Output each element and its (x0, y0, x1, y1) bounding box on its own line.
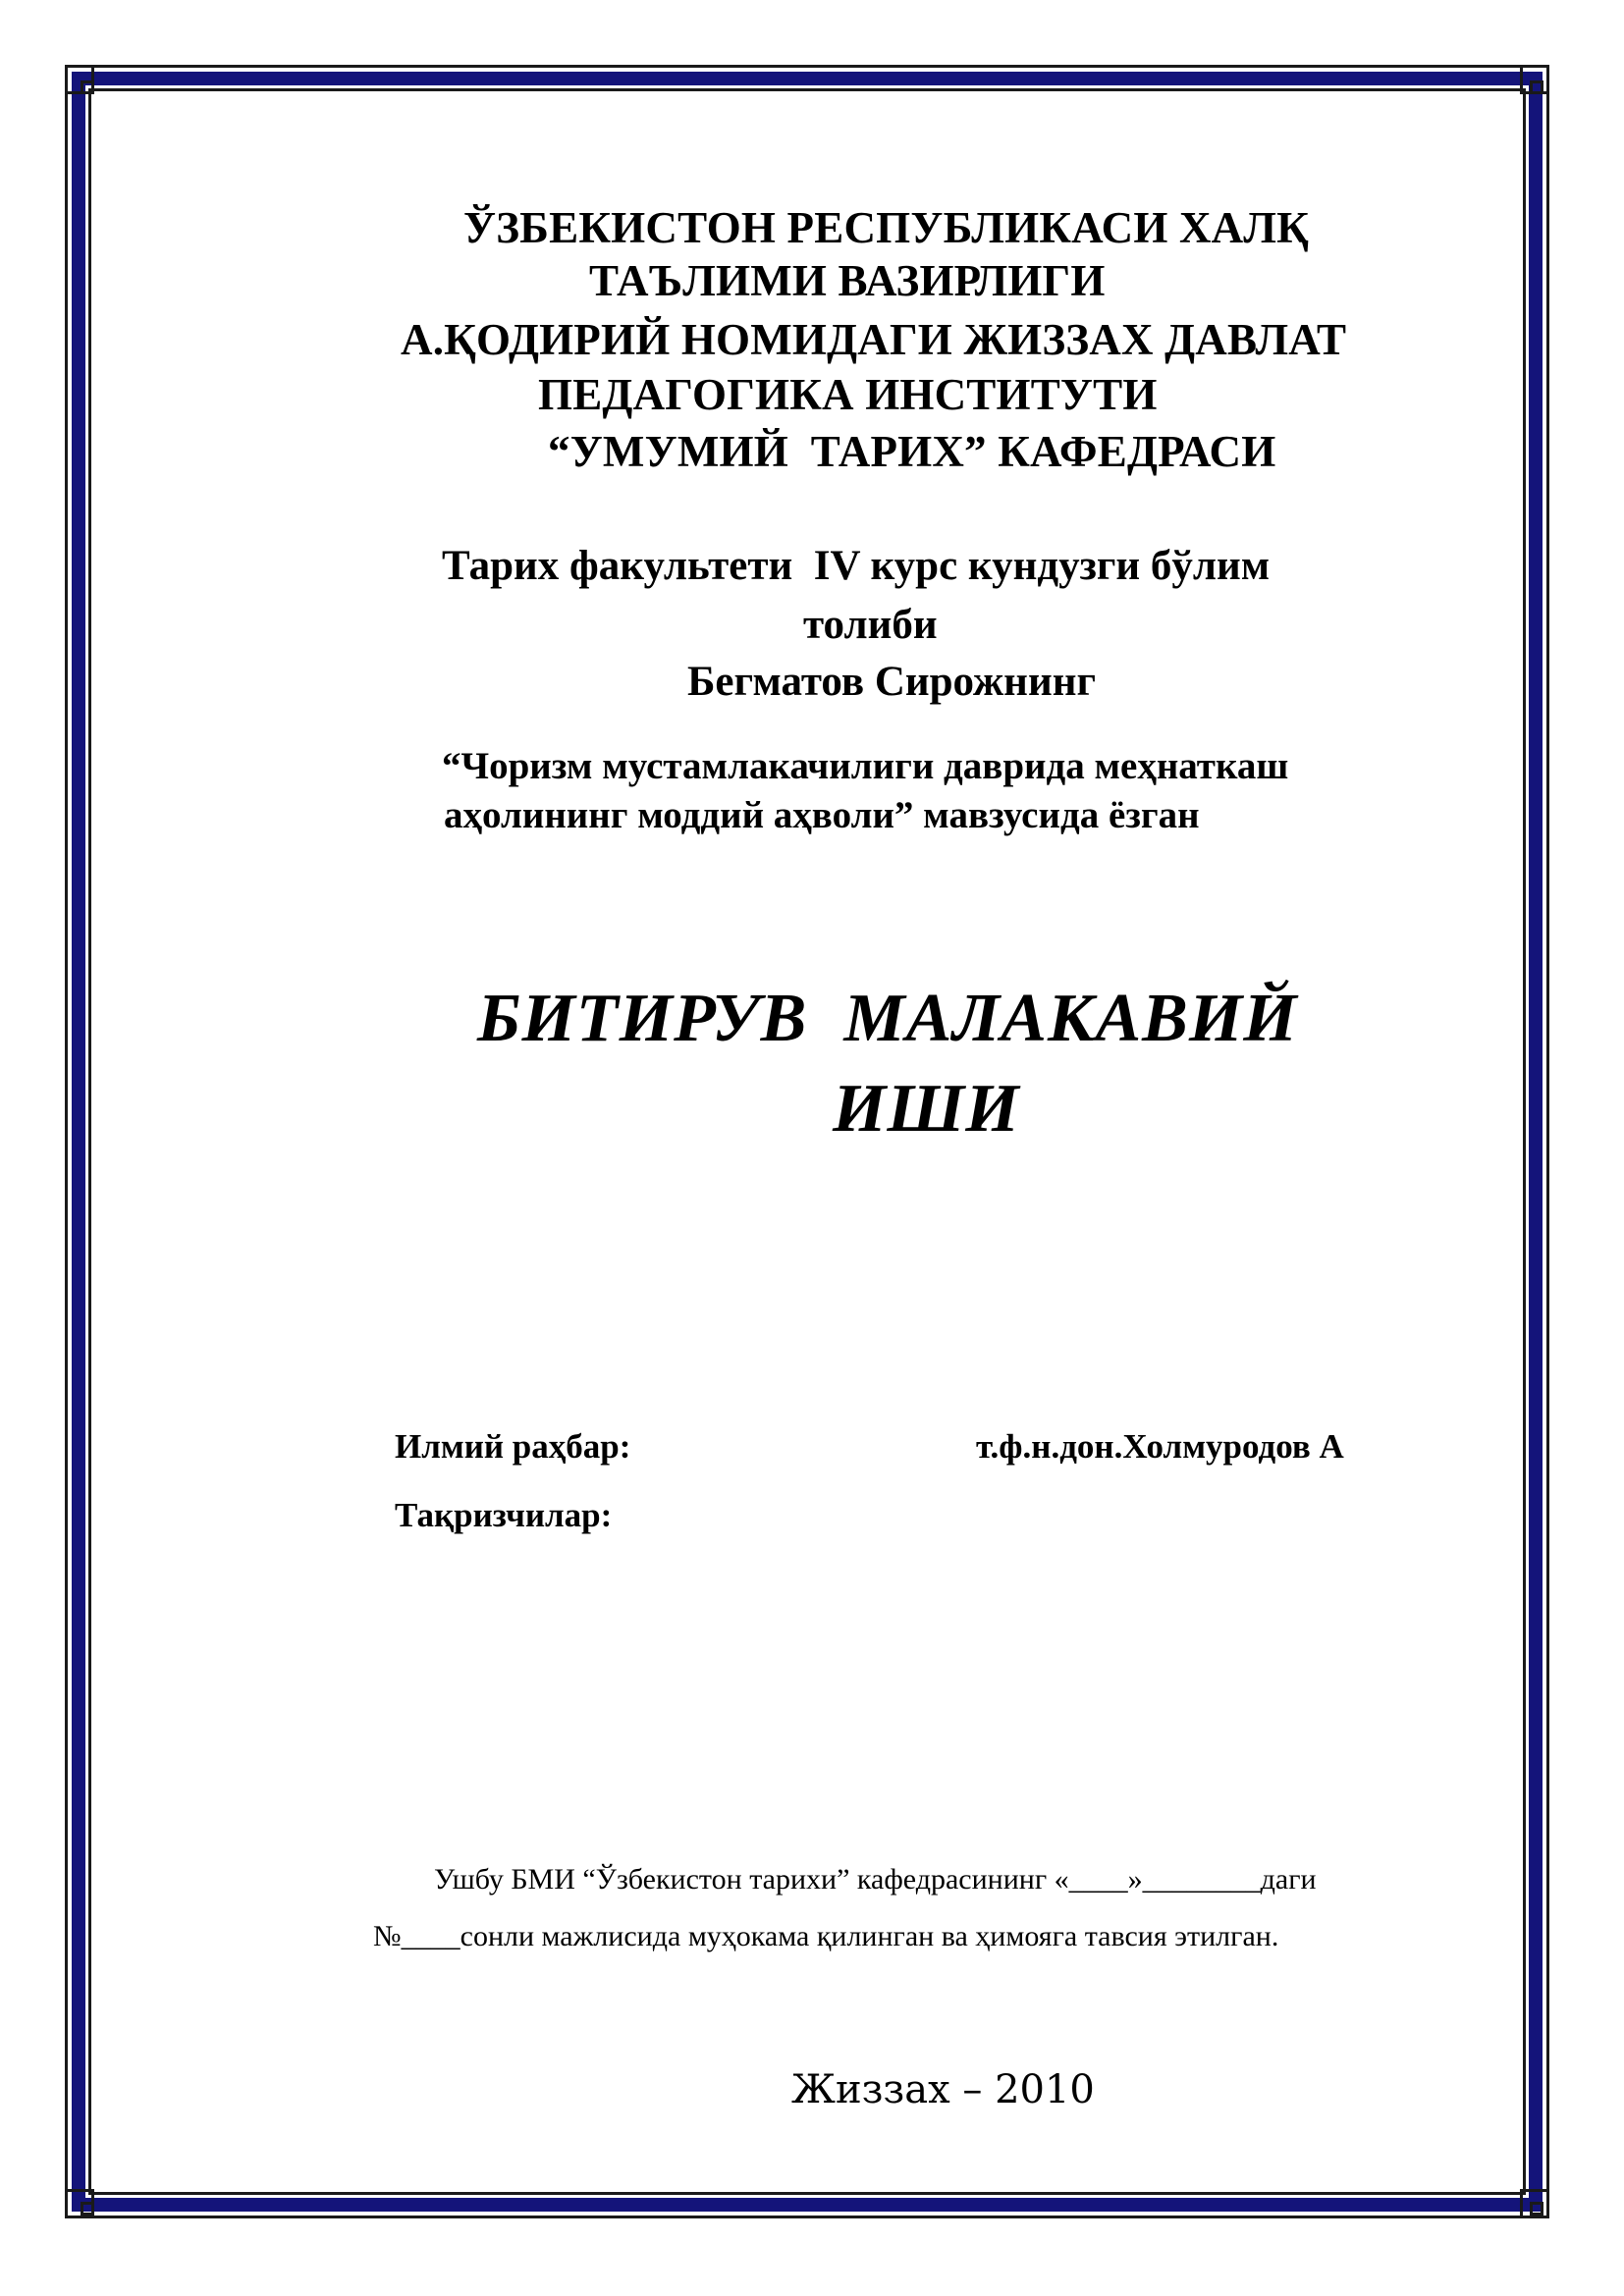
faculty-line: Тарих факультети IV курс кундузги бўлим (442, 543, 1271, 589)
theme-line-2: аҳолининг моддий аҳволи” мавзусида ёзган (444, 794, 1200, 836)
ministry-line-1: ЎЗБЕКИСТОН РЕСПУБЛИКАСИ ХАЛҚ (463, 203, 1309, 252)
city-year: Жиззах – 2010 (791, 2067, 1095, 2112)
approval-note-line-1: Ушбу БМИ “Ўзбекистон тарихи” кафедрасининг «____»________даги (434, 1863, 1317, 1896)
ministry-line-2: ТАЪЛИМИ ВАЗИРЛИГИ (589, 256, 1106, 305)
border-corner-square (81, 80, 94, 94)
border-corner-square (1530, 80, 1543, 94)
institute-line-1: А.ҚОДИРИЙ НОМИДАГИ ЖИЗЗАХ ДАВЛАТ (401, 315, 1347, 364)
border-corner-square (81, 2202, 94, 2216)
department-name: “УМУМИЙ ТАРИХ” КАФЕДРАСИ (548, 427, 1276, 476)
supervisor-name: т.ф.н.дон.Холмуродов А (976, 1427, 1344, 1466)
document-title-line-2: ИШИ (833, 1071, 1020, 1147)
border-corner-square (1530, 2202, 1543, 2216)
reviewers-label: Тақризчилар: (395, 1496, 613, 1534)
institute-line-2: ПЕДАГОГИКА ИНСТИТУТИ (538, 370, 1158, 419)
approval-note-line-2: №____сонли мажлисида муҳокама қилинган ва ҳимояга тавсия этилган. (373, 1920, 1279, 1952)
document-title-line-1: БИТИРУВ МАЛАКАВИЙ (477, 981, 1298, 1056)
student-name: Бегматов Сирожнинг (687, 659, 1097, 705)
student-role: толиби (803, 602, 938, 648)
supervisor-label: Илмий раҳбар: (395, 1427, 631, 1466)
theme-line-1: “Чоризм мустамлакачилиги даврида меҳнаткаш (442, 745, 1289, 787)
